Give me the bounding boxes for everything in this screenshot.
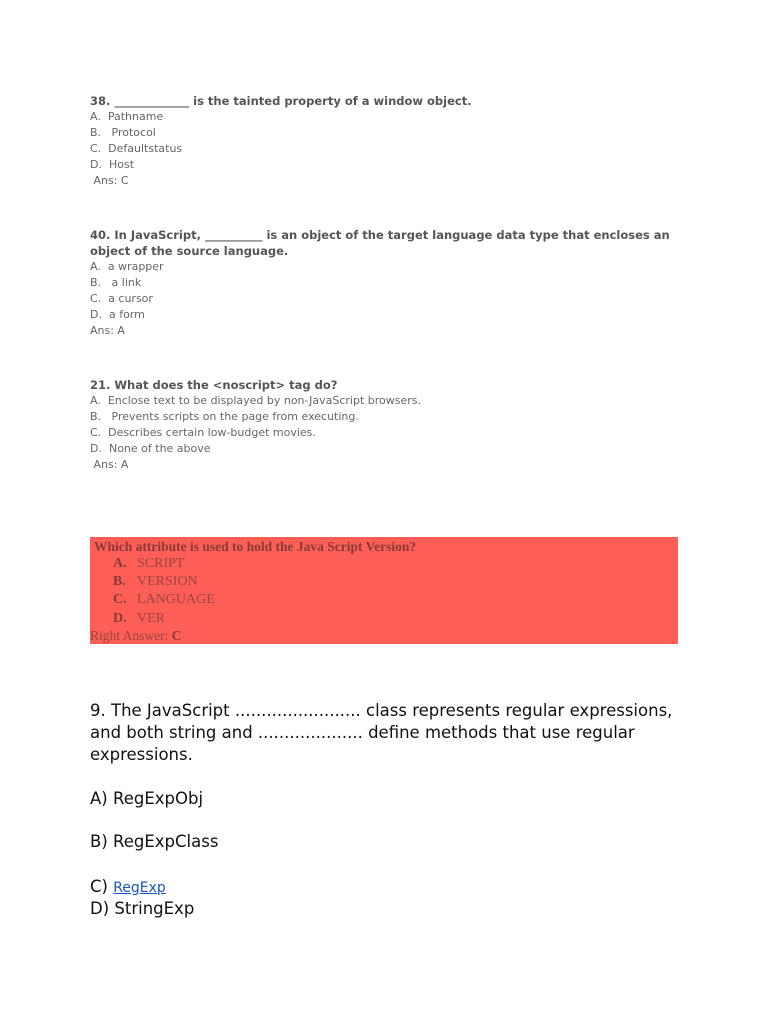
- highlighted-option-c: [113, 591, 215, 609]
- option-text: LANGUAGE: [137, 592, 215, 608]
- question-9-option-a: A) RegExpObj: [90, 789, 204, 808]
- highlighted-option-b: [113, 573, 215, 591]
- question-21-answer: Ans: A: [90, 458, 129, 471]
- question-9: [90, 700, 690, 918]
- question-38-option-a: A. Pathname: [90, 110, 164, 123]
- question-40-stem: 40. In JavaScript, __________ is an object of the target language data type that encloses an object of the source language.: [90, 228, 670, 258]
- option-letter: A.: [113, 556, 127, 571]
- question-40: [90, 227, 680, 339]
- option-letter: D.: [113, 610, 127, 626]
- question-40-option-d: D. a form: [90, 308, 145, 321]
- highlighted-option-a: [113, 555, 215, 573]
- option-text: VERSION: [137, 574, 198, 590]
- question-40-option-c: C. a cursor: [90, 292, 153, 305]
- question-38-option-d: D. Host: [90, 158, 135, 171]
- question-21-option-b: B. Prevents scripts on the page from executing.: [90, 410, 359, 423]
- question-9-option-b: B) RegExpClass: [90, 832, 219, 851]
- highlighted-question-options: [113, 555, 215, 628]
- question-38-option-c: C. Defaultstatus: [90, 142, 183, 155]
- question-9-stem: 9. The JavaScript ........................ class represents regular expressions, and both string and .................... define methods that use regular expressions.: [90, 701, 673, 764]
- highlighted-option-d: [113, 610, 215, 628]
- question-9-option-d: D) StringExp: [90, 899, 195, 918]
- option-c-prefix: C): [90, 877, 114, 896]
- question-38-option-b: B. Protocol: [90, 126, 156, 139]
- answer-label: Right Answer:: [90, 628, 172, 643]
- question-21-option-a: A. Enclose text to be displayed by non-JavaScript browsers.: [90, 394, 421, 407]
- question-21-option-c: C. Describes certain low-budget movies.: [90, 426, 316, 439]
- question-40-option-a: A. a wrapper: [90, 260, 164, 273]
- option-letter: C.: [113, 592, 127, 608]
- question-40-option-b: B. a link: [90, 276, 142, 289]
- question-9-option-c: [90, 876, 166, 899]
- question-38-stem: 38. _____________ is the tainted property of a window object.: [90, 94, 472, 108]
- question-38: [90, 93, 472, 189]
- question-21-stem: 21. What does the <noscript> tag do?: [90, 378, 338, 392]
- highlighted-question-box: [90, 537, 678, 644]
- question-21: [90, 377, 421, 473]
- option-text: SCRIPT: [137, 556, 185, 571]
- highlighted-question-answer: [90, 627, 182, 644]
- question-40-answer: Ans: A: [90, 324, 125, 337]
- question-38-answer: Ans: C: [90, 174, 129, 187]
- answer-value: C: [171, 628, 182, 643]
- highlighted-question-stem: Which attribute is used to hold the Java Script Version?: [94, 539, 417, 554]
- option-text: VER: [137, 610, 165, 626]
- regexp-link[interactable]: RegExp: [113, 880, 166, 896]
- option-letter: B.: [113, 574, 126, 590]
- question-21-option-d: D. None of the above: [90, 442, 211, 455]
